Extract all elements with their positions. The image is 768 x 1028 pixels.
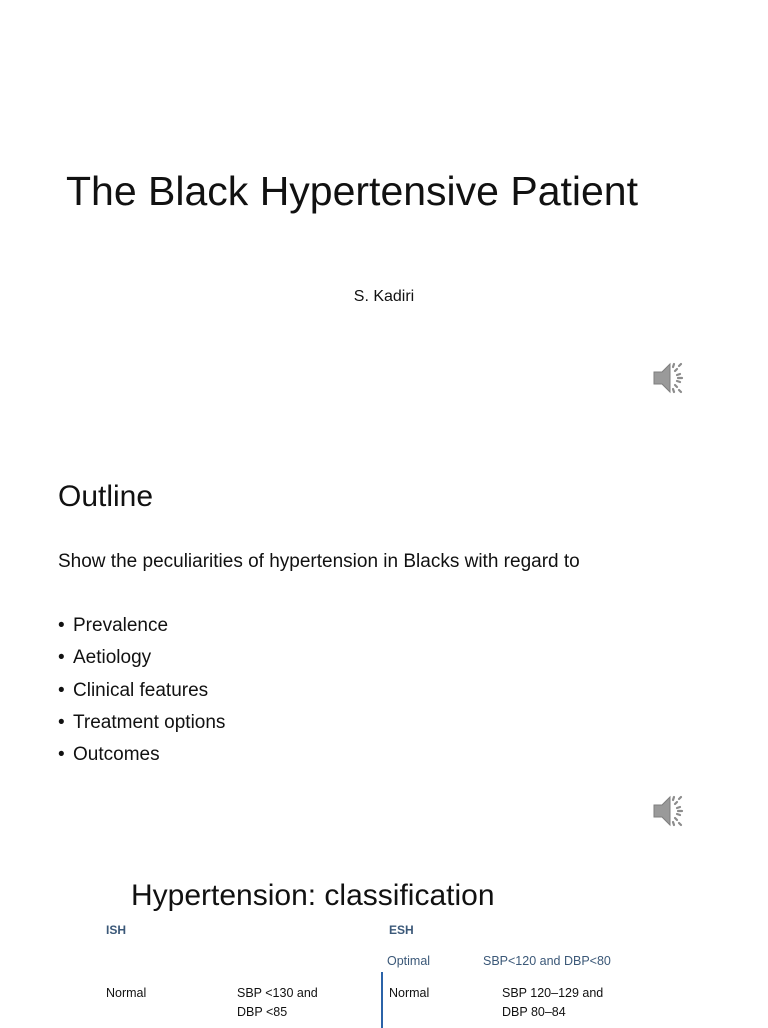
bullet-item (58, 645, 225, 677)
table-value-normal-esh-line2: DBP 80–84 (502, 1005, 566, 1019)
table-divider (381, 972, 383, 1028)
outline-bullet-list (58, 613, 225, 774)
slide-author: S. Kadiri (353, 288, 415, 305)
bullet-item (58, 710, 225, 742)
table-label-normal-ish: Normal (106, 986, 147, 1000)
speaker-icon[interactable] (651, 791, 691, 831)
classification-heading: Hypertension: classification (131, 879, 495, 912)
bullet-dot: • (58, 679, 65, 701)
outline-heading: Outline (58, 480, 154, 513)
bullet-dot: • (58, 744, 65, 766)
bullet-dot: • (58, 647, 65, 669)
bullet-dot: • (58, 711, 65, 733)
table-header-esh: ESH (389, 923, 414, 937)
table-label-optimal: Optimal (387, 954, 431, 968)
table-value-normal-ish-line1: SBP <130 and (237, 986, 318, 1000)
bullet-text: Prevalence (73, 615, 169, 636)
table-value-optimal: SBP<120 and DBP<80 (483, 954, 611, 968)
bullet-text: Treatment options (73, 711, 226, 733)
table-value-normal-esh-line1: SBP 120–129 and (502, 986, 604, 1000)
table-label-normal-esh: Normal (389, 986, 430, 1000)
bullet-text: Outcomes (73, 744, 160, 766)
bullet-item (58, 742, 225, 774)
table-value-normal-ish-line2: DBP <85 (237, 1005, 288, 1019)
table-header-ish: ISH (106, 923, 127, 937)
bullet-item (58, 678, 225, 710)
slide-title: The Black Hypertensive Patient (66, 168, 638, 214)
bullet-text: Aetiology (73, 647, 152, 669)
speaker-icon[interactable] (651, 358, 691, 398)
bullet-text: Clinical features (73, 679, 209, 701)
bullet-item (58, 613, 225, 645)
outline-intro: Show the peculiarities of hypertension in Blacks with regard to (58, 551, 580, 572)
bullet-dot: • (58, 615, 65, 636)
